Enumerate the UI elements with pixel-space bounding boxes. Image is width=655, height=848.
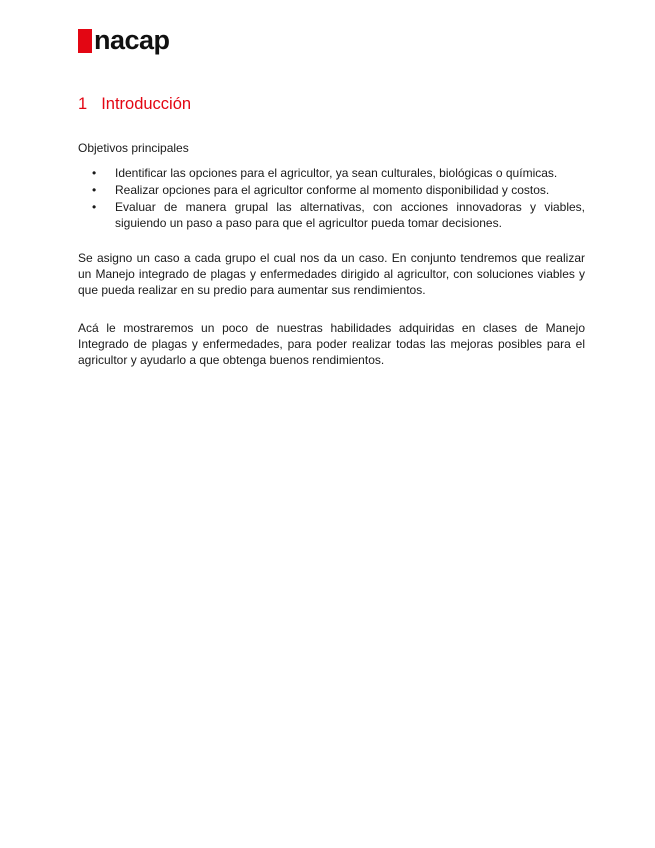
bullet-icon: • <box>92 183 97 197</box>
inacap-logo <box>78 22 170 58</box>
objectives-list <box>78 165 585 232</box>
list-item <box>78 165 585 181</box>
section-heading <box>78 96 191 113</box>
section-number: 1 <box>78 95 88 113</box>
list-item-text: Realizar opciones para el agricultor conforme al momento disponibilidad y costos. <box>115 183 550 197</box>
list-item <box>78 199 585 231</box>
bullet-icon: • <box>92 200 97 214</box>
section-title: Introducción <box>101 95 192 113</box>
paragraph-case: Se asigno un caso a cada grupo el cual nos da un caso. En conjunto tendremos que realizar un Manejo integrado de plagas y enfermedades dirigido al agricultor, con soluciones viables y que pueda realizar en su predio para aumentar sus rendimientos. <box>78 251 585 297</box>
paragraph-skills: Acá le mostraremos un poco de nuestras habilidades adquiridas en clases de Manejo Integrado de plagas y enfermedades, para poder realizar todas las mejoras posibles para el agricultor y ayudarlo a que obtenga buenos rendimientos. <box>78 321 585 367</box>
logo-text: nacap <box>94 24 170 55</box>
objectives-heading: Objetivos principales <box>78 141 189 155</box>
list-item <box>78 182 585 198</box>
list-item-text: Evaluar de manera grupal las alternativas, con acciones innovadoras y viables, siguiendo un paso a paso para que el agricultor pueda tomar decisiones. <box>115 200 585 230</box>
bullet-icon: • <box>92 166 97 180</box>
list-item-text: Identificar las opciones para el agricultor, ya sean culturales, biológicas o químicas. <box>115 166 558 180</box>
logo-mark-icon <box>78 29 92 53</box>
